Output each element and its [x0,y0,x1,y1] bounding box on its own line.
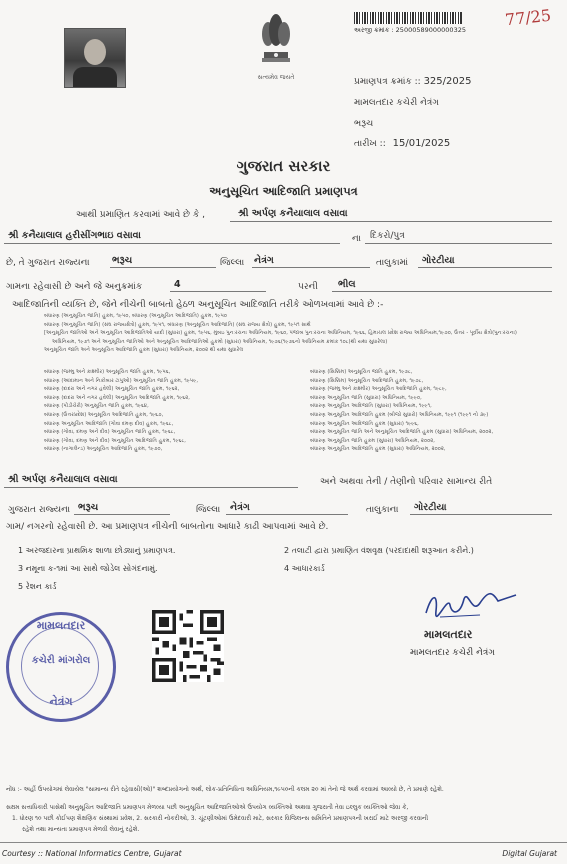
cert-number-label: પ્રમાણપત્ર ક્રમાંક :: [354,77,421,87]
order-item: બંધારણ (આંદામાન અને નિકોબાર ટાપુઓ) અનુસૂચિત જાતિ હુકમ, ૧૯૫૯, [44,377,198,384]
date-label: તારીખ :: [354,139,386,149]
taluka-label-2: તાલુકાના [366,505,399,515]
stamp-middle-text: કચેરી માંગરોલ [31,655,91,666]
orders-left [44,368,198,454]
doc-item: 3 નમૂના ક-૧માં આ સાથે જોડેલ સોગંદનામું. [18,564,158,573]
official-stamp [6,612,116,722]
issuing-office: મામલતદાર કચેરી નેત્રંગ [354,98,439,108]
father-name: શ્રી કનૈયાલાલ હરીસીંગભાઇ વસાવા [8,230,141,241]
doc-item: 4 આધારકાર્ડ [284,564,325,573]
order-item: બંધારણ (ગોવા, દમણ અને દીવ) અનુસૂચિત જાતિ હુકમ, ૧૯૬૮, [44,429,176,436]
orders-right [310,368,493,454]
page-footer [0,842,567,864]
family-label: અને અથવા તેની / તેણીનો પરિવાર સામાન્ય રીતે [320,477,493,487]
order-item: બંધારણ (પોંડીચેરી) અનુસૂચિત જાતિ હુકમ, ૧૯૬૪, [44,403,149,410]
taluka-label: તાલુકામાં [376,258,409,268]
order-item: બંધારણ (સિક્કિમ) અનુસૂચિત આદિજાતિ હુકમ, ૧૯૭૮, [310,377,424,384]
footer-courtesy: Courtesy :: National Informatics Centre, Gujarat [2,849,182,858]
order-item: બંધારણ (નાગાલેન્ડ) અનુસૂચિત આદિજાતિ હુકમ, ૧૯૭૦, [44,446,163,453]
district-label: જિલ્લા [220,258,245,268]
state-label: છે, તે ગુજરાત રાજ્યના [6,258,90,268]
date-row [354,138,450,149]
issue-date: 15/01/2025 [392,138,451,149]
order-item: બંધારણ અનુસૂચિત આદિજાતિ હુકમ (બીજો સુધારો) અધિનિયમ, ૧૯૯૧ (૧૯૯૧ નો ૩૯) [310,411,489,418]
order-item: [અનુસૂચિત જાતિઓ અને અનુસૂચિત આદિજાતિઓ યાદી (સુધારા) હુકમ, ૧૯૫૬, મુંબઇ પુનઃરચના અધિનિયમ, ૧૯૬૦, પંજાબ પુનઃરચના અધિનિયમ, ૧૯૬૬, હિમાચલ પ્રદેશ રાજ્ય અધિનિયમ,૧૯૭૦, ઉત્તર - પૂર્વીય ક્ષેત્રો(પુનઃરચના) [44,330,517,337]
signature-icon [420,585,520,625]
order-item: અધિનિયમ, ૧૯૭૧ અને અનુસૂચિત જાતિઓ અને અનુસૂચિત આદિજાતિઓ હુકમો (સુધારા) અધિનિયમ, ૧૯૭૬(૧૯૭૬નો અધિનિયમ ક્રમાંક ૧૦૮)થી યથા સુધારેલા) [52,338,388,345]
cert-number: 325/2025 [423,76,472,87]
orders-full [44,312,517,355]
footnote: નોંધ :- અહીં ઉપયોગમાં લેવાયેલ "સામાન્ય રીતે રહેવાસી(ઓ)" શબ્દપ્રયોગનો અર્થ, લોક-પ્રતિનિધિત્વ અધિનિયમ,૧૯૫૦ની કલમ ૨૦ માં તેનો જે અર્થ કરવામાં આવ્યો છે, તે પ્રમાણે રહેશે. [6,786,444,793]
barcode [354,12,462,24]
state-label-2: ગુજરાત રાજ્યના [8,505,71,515]
caste-line [332,277,552,292]
district-value: ભરૂચ [112,255,133,266]
doc-item: 2 તલાટી દ્વારા પ્રમાણિત વંશવૃક્ષ (પરદાદાથી શરૂઆત કરીને.) [284,546,474,555]
caste-value: ભીલ [338,279,356,290]
order-item: બંધારણ (દાદરા અને નગર હવેલી) અનુસૂચિત જાતિ હુકમ, ૧૯૬૨, [44,386,180,393]
taluka-value: નેત્રંગ [254,255,274,266]
emblem-motto: સત્યમેવ જયતે [257,74,295,81]
order-item: બંધારણ (જમ્મુ અને કાશ્મીર) અનુસૂચિત જાતિ હુકમ, ૧૯૫૬, [44,369,171,375]
order-item: બંધારણ અનુસૂચિત આદિજાતિ હુકમ (સુધારા) ૧૯૯૬, [310,420,419,427]
taluka-value-2: નેત્રંગ [230,502,250,513]
relation: દિકરો/પુત્ર [370,231,405,241]
order-item: બંધારણ અનુસૂચિત આદિજાતિ હુકમ (સુધારા) અધિનિયમ, ૨૦૦૨, [310,446,446,453]
na-label: ના [352,234,361,244]
footnote: 1. ધોરણ ૧૦ પછી કોઈપણ શૈક્ષણિક સંસ્થામાં પ્રવેશ, 2. સરકારી નોકરીઓ, 3. ચૂંટણીઓમાં ઉમેદવારી માટે, સરકાર વિજિલન્સ સમિતિને પ્રમાણપત્રની ખરાઈ માટે અરજી કરવાની [12,815,429,822]
order-item: બંધારણ (દાદરા અને નગર હવેલી) અનુસૂચિત આદિજાતિ હુકમ, ૧૯૬૨, [44,394,190,401]
page-title: ગુજરાત સરકાર [236,157,331,175]
header-district: ભરૂચ [354,119,374,129]
order-item: બંધારણ (અનુસૂચિત જાતિ) હુકમ, ૧૯૫૦, બંધારણ (અનુસૂચિત આદિજાતિ) હુકમ, ૧૯૫૦ [44,313,228,319]
order-item: બંધારણ (સિક્કિમ) અનુસૂચિત જાતિ હુકમ, ૧૯૭૮, [310,369,413,375]
footnote: રહેશે તથા માન્યતા પ્રમાણપત્ર મેળવી લેવાનું રહેશે. [22,826,140,833]
cert-number-row [354,76,471,87]
order-item: બંધારણ (જમ્મુ અને કાશ્મીર) અનુસૂચિત આદિજાતિ હુકમ, ૧૯૮૯, [310,386,447,393]
serial-line [170,277,266,292]
district-label-2: જિલ્લા [196,505,221,515]
district-value-2: ભરૂચ [78,502,99,513]
order-item: બંધારણ અનુસૂચિત જાતિ હુકમ (સુધારા) અધિનિયમ, ૨૦૦૨, [310,437,435,444]
certify-label: આથી પ્રમાણિત કરવામાં આવે છે કે , [76,210,205,220]
tribe-statement: આદિજાતિની વ્યક્તિ છે, જેને નીચેની બાબતો હેઠળ અનુસૂચિત આદિજાતિ તરીકે ઓળખવામાં આવે છે :- [12,300,384,310]
issue-statement: ગામ/ નગરનો રહેવાસી છે. આ પ્રમાણપત્ર નીચેની બાબતોના આધારે કાઢી આપવામાં આવે છે. [6,522,329,532]
caste-label: પરની [298,282,318,292]
applicant-name: શ્રી અર્પણ કનૈયાલાલ વસાવા [238,208,348,219]
serial-number: 4 [174,279,181,290]
qr-code [152,610,224,682]
order-item: બંધારણ અનુસૂચિત જાતિ અને અનુસૂચિત આદિજાતિ હુકમ (સુધારા) અધિનિયમ, ૨૦૦૨, [310,429,494,436]
doc-item: 1 અરજદારના પ્રાથમિક શાળા છોડ્યાનું પ્રમાણપત્ર. [18,546,176,555]
order-item: બંધારણ (અનુસૂચિત જાતિ) (સંઘ રાજ્યક્ષેત્રો) હુકમ, ૧૯૫૧, બંધારણ (અનુસૂચિત આદિજાતિ) (સંઘ રાજ્ય ક્ષેત્રો) હુકમ, ૧૯૫૧ સાથે [44,321,311,328]
order-item: બંધારણ (ગોવા, દમણ અને દીવ) અનુસૂચિત આદિજાતિ હુકમ, ૧૯૬૮, [44,437,186,444]
order-item: બંધારણ અનુસૂચિત આદિજાતિ (સુધારા) અધિનિયમ, ૧૯૯૧, [310,403,432,410]
stamp-bottom-text: નેત્રંગ [49,695,73,708]
application-number: અરજી ક્રમાંક : 25000589000000325 [354,26,466,34]
national-emblem-icon [258,12,294,70]
signatory-title: મામલતદાર [424,628,473,641]
signatory-office: મામલતદાર કચેરી નેત્રંગ [410,648,495,658]
order-item: બંધારણ અનુસૂચિત જાતિ (સુધારા) અધિનિયમ, ૧૯૯૦, [310,394,422,401]
doc-item: 5 રેશન કાર્ડ [18,582,57,591]
village-value: ગોરટીયા [422,255,455,266]
applicant-photo [64,28,126,88]
footnote: સક્ષમ સત્તાધિકારી પાસેથી અનુસૂચિત આદિજાતિ પ્રમાણપત્ર મેળવ્યા પછી અનુસૂચિત આદિજાતિઓએ ઉપયોગ વ્યક્તિઓ અથવા ગુજરાતી તેવા ઇલ્લુક વ્યક્તિઓ જેવા કે, [6,804,409,811]
applicant-name-repeat: શ્રી અર્પણ કનૈયાલાલ વસાવા [8,474,118,485]
order-item: બંધારણ અનુસૂચિત આદિજાતિ (ગોવા દમણ દીવ) હુકમ, ૧૯૬૮, [44,420,174,427]
order-item: બંધારણ (ઉત્તરપ્રદેશ) અનુસૂચિત આદિજાતિ હુકમ, ૧૯૬૭, [44,411,164,418]
village-value-2: ગોરટીયા [414,502,447,513]
page-subtitle: અનુસૂચિત આદિજાતિ પ્રમાણપત્ર [209,184,358,198]
footer-brand: Digital Gujarat [502,849,557,858]
village-label: ગામના રહેવાસી છે અને જે અનુક્રમાંક [6,282,143,292]
order-item: અનુસૂચિત જાતિ અને અનુસૂચિત આદિજાતિ હુકમ (સુધારા) અધિનિયમ, ૨૦૦૨ થી યથા સુધારેલ [44,347,244,354]
handwritten-note: 77/25 [504,5,552,30]
stamp-top-text: મામલતદાર [36,619,86,632]
